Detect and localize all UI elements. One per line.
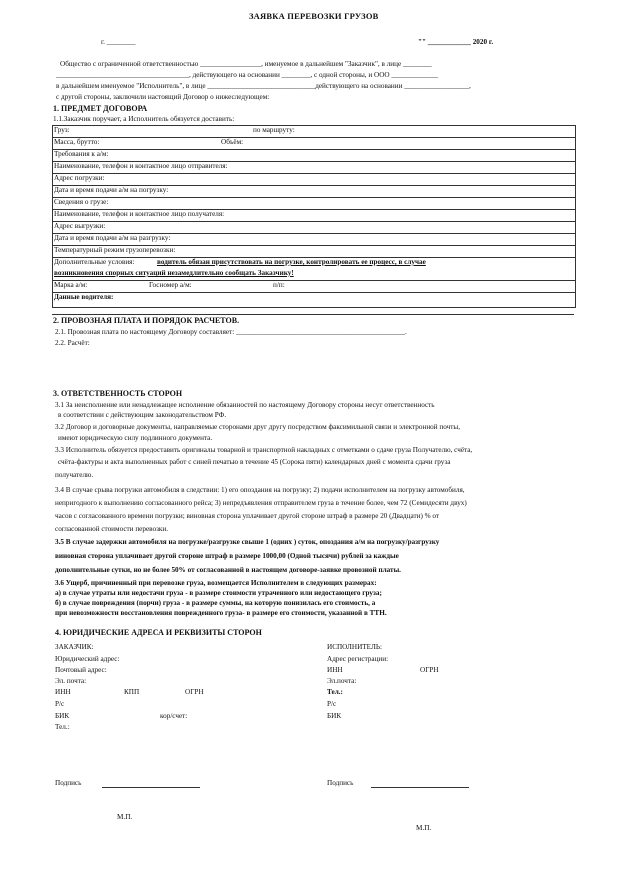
executor-reg-address: Адрес регистрации: [327, 655, 389, 663]
table-row [53, 210, 575, 222]
executor-title: ИСПОЛНИТЕЛЬ: [327, 643, 382, 651]
executor-signature-label: Подпись [327, 779, 354, 787]
clause-3-2: 3.2 Договор и договорные документы, направляемые сторонами друг другу посредством факсимильной связи и электронной почты, [55, 423, 461, 431]
clause-3-3-end: получателю. [55, 471, 94, 479]
clause-3-5: 3.5 В случае задержки автомобиля на погрузке/разгрузке свыше 1 (одних ) суток, опоздания а/м на погрузку/разгрузку [55, 538, 440, 546]
clause-3-6-a: а) в случае утраты или недостачи груза - в размере стоимости утраченного или недостающего груза; [55, 589, 382, 597]
executor-inn: ИНН [327, 666, 343, 674]
section-2-heading: 2. ПРОВОЗНАЯ ПЛАТА И ПОРЯДОК РАСЧЕТОВ. [53, 316, 240, 325]
clause-3-4-cont-2: часов с согласованного времени погрузки; виновная сторона уплачивает другой стороне штраф в размере 20 (Двадцати) % от [55, 512, 440, 520]
section-divider [52, 314, 574, 315]
document-title: ЗАЯВКА ПЕРЕВОЗКИ ГРУЗОВ [249, 11, 379, 21]
extra-conditions-text-2: возникновения спорных ситуаций незамедлительно сообщать Заказчику! [54, 269, 294, 277]
extra-conditions-text: водитель обязан присутствовать на погрузке, контролировать ее процесс, в случае [157, 258, 426, 266]
route-label: по маршруту: [253, 126, 295, 134]
executor-email: Эл.почта: [327, 677, 357, 685]
preamble-line-1: Общество с ограниченной ответственностью _________________, именуемое в дальнейшем "Заказчик", в лице ________ [60, 60, 432, 68]
clause-3-3: 3.3 Исполнитель обязуется предоставить оригиналы товарной и транспортной накладных с отметками о сдаче груза Получателю, счёта, [55, 446, 473, 454]
receiver-label: Наименование, телефон и контактное лицо получателя: [54, 210, 225, 218]
clause-3-5-end: дополнительные сутки, но не более 50% от согласованной в настоящем договоре-заявке провозной платы. [55, 566, 401, 574]
executor-stamp: М.П. [416, 824, 432, 832]
customer-postal-address: Почтовый адрес: [55, 666, 107, 674]
date-line: "" ____________ 2020 г. [418, 38, 494, 46]
executor-account: Р/с [327, 700, 337, 708]
executor-phone: Тел.: [327, 688, 343, 696]
clause-3-5-cont: виновная сторона уплачивает другой стороне штраф в размере 1000,00 (Одной тысячи) рублей за каждые [55, 552, 399, 560]
table-row [53, 293, 575, 308]
mass-label: Масса, брутто: [54, 138, 100, 146]
loading-address-label: Адрес погрузки: [54, 174, 105, 182]
table-row [53, 174, 575, 186]
clause-3-2-cont: имеют юридическую силу подлинного документа. [58, 434, 213, 442]
driver-label: Данные водителя: [54, 293, 114, 301]
volume-label: Объём: [221, 138, 244, 146]
customer-email: Эл. почта: [55, 677, 87, 685]
customer-phone: Тел.: [55, 723, 70, 731]
clause-3-6-c: при невозможности восстановления поврежденного груза- в размере его стоимости, указанной в ТТН. [55, 609, 387, 617]
table-row [53, 281, 575, 293]
customer-bik: БИК [55, 712, 70, 720]
unloading-time-label: Дата и время подачи а/м на разгрузку: [54, 234, 171, 242]
clause-3-4-end: согласованной стоимости перевозки. [55, 525, 169, 533]
clause-3-1-cont: в соответствии с действующим законодательством РФ. [58, 411, 227, 419]
car-brand-label: Марка а/м: [54, 281, 88, 289]
section-1-intro: 1.1.Заказчик поручает, а Исполнитель обязуется доставить: [53, 115, 235, 123]
unloading-address-label: Адрес выгрузки: [54, 222, 106, 230]
section-4-heading: 4. ЮРИДИЧЕСКИЕ АДРЕСА И РЕКВИЗИТЫ СТОРОН [55, 628, 262, 637]
customer-signature-line[interactable] [102, 787, 200, 788]
preamble-line-2: _____________________________________, действующего на основании ________, с одной стороны, и ООО _____________ [56, 71, 439, 79]
clause-3-6: 3.6 Ущерб, причиненный при перевозке груза, возмещается Исполнителем в следующих размерах: [55, 579, 377, 587]
clause-3-4: 3.4 В случае срыва погрузки автомобиля в следствии: 1) его опоздания на погрузку; 2) подачи исполнителем на погрузку автомобиля, [55, 486, 465, 494]
extra-conditions-label: Дополнительные условия: [54, 258, 135, 266]
preamble-line-4: с другой стороны, заключили настоящий Договор о нижеследующем: [56, 93, 270, 101]
payment-amount: 2.1. Провозная плата по настоящему Договору составляет: _______________________________________________. [55, 328, 407, 336]
table-row [53, 222, 575, 234]
section-1-heading: 1. ПРЕДМЕТ ДОГОВОРА [53, 104, 148, 113]
table-row [53, 162, 575, 174]
preamble-line-3: в дальнейшем именуемое "Исполнитель", в лице ______________________________действующего на основании __________________, [56, 82, 471, 90]
clause-3-4-cont: непригодного к выполнению согласованного рейса; 3) непредъявления отправителем груза в течение более, чем 72 (Семидесяти двух) [55, 499, 467, 507]
loading-time-label: Дата и время подачи а/м на погрузку: [54, 186, 169, 194]
table-row [53, 234, 575, 246]
customer-signature-label: Подпись [55, 779, 82, 787]
temperature-label: Температурный режим грузоперевозки: [54, 246, 176, 254]
executor-ogrn: ОГРН [420, 666, 439, 674]
transport-details-table [52, 125, 576, 308]
plate-label: Госномер а/м: [149, 281, 192, 289]
customer-kpp: КПП [124, 688, 140, 696]
customer-inn: ИНН [55, 688, 71, 696]
clause-3-3-cont: счёта-фактуры и акта выполненных работ с синей печатью в течение 45 (Сорока пяти) календарных дней с момента сдачи груза [58, 458, 451, 466]
table-row [53, 258, 575, 281]
settlement-label: 2.2. Расчёт: [55, 339, 90, 347]
cargo-info-label: Сведения о грузе: [54, 198, 109, 206]
executor-signature-line[interactable] [371, 787, 469, 788]
clause-3-6-b: б) в случае повреждения (порчи) груза - в размере суммы, на которую понизилась его стоимость, а [55, 599, 376, 607]
table-row [53, 246, 575, 258]
sender-label: Наименование, телефон и контактное лицо отправителя: [54, 162, 228, 170]
customer-ogrn: ОГРН [185, 688, 204, 696]
customer-legal-address: Юридический адрес: [55, 655, 120, 663]
customer-corr-account: кор/счет: [160, 712, 188, 720]
clause-3-1: 3.1 За неисполнение или ненадлежащее исполнение обязанностей по настоящему Договору стороны несут ответственность [55, 401, 435, 409]
table-row [53, 198, 575, 210]
customer-account: Р/с [55, 700, 65, 708]
table-row [53, 186, 575, 198]
table-row [53, 150, 575, 162]
table-row [53, 126, 575, 138]
cargo-label: Груз: [54, 126, 70, 134]
pp-label: п/п: [273, 281, 285, 289]
section-3-heading: 3. ОТВЕТСТВЕННОСТЬ СТОРОН [53, 389, 183, 398]
executor-bik: БИК [327, 712, 342, 720]
city-line: г. ________ [101, 38, 136, 46]
customer-title: ЗАКАЗЧИК: [55, 643, 94, 651]
customer-stamp: М.П. [117, 813, 133, 821]
table-row [53, 138, 575, 150]
requirements-label: Требования к а/м: [54, 150, 109, 158]
